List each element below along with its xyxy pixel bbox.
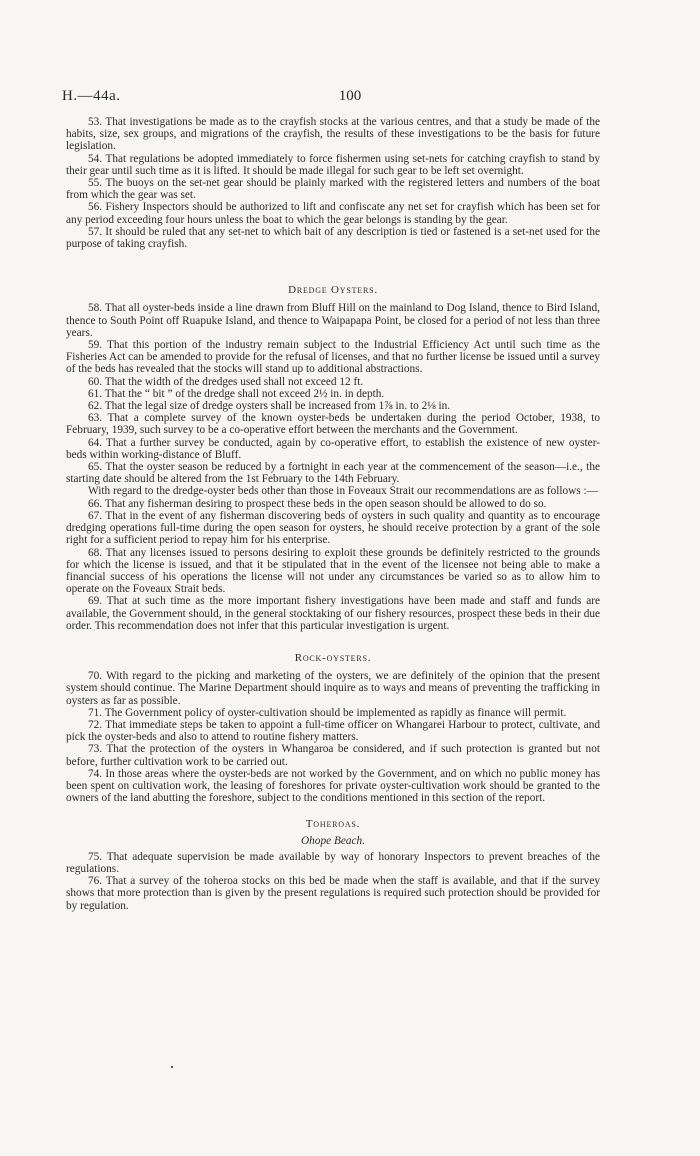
paragraph-53: 53. That investigations be made as to the crayfish stocks at the various centres, and that a study be made of the habits, size, sex groups, and migrations of the crayfish, the results of these investigations to be the basis for future legislation. bbox=[66, 116, 600, 153]
paragraph-56: 56. Fishery Inspectors should be authorized to lift and confiscate any net set for crayfish which has been set for any period exceeding four hours unless the boat to which the gear belongs is standing by the gear. bbox=[66, 201, 600, 226]
paragraph-74: 74. In those areas where the oyster-beds are not worked by the Government, and on which no public money has been spent on cultivation work, the leasing of foreshores for private oyster-cultivation work should be granted to the owners of the land abutting the foreshore, subject to the conditions mentioned in this section of the report. bbox=[66, 767, 600, 805]
page-number: 100 bbox=[338, 88, 362, 104]
paragraph-59: 59. That this portion of the industry remain subject to the Industrial Efficiency Act until such time as the Fisheries Act can be amended to provide for the refusal of licenses, and that no further license be issued until a survey of the beds has revealed that the stocks will stand up to additional abstractions. bbox=[66, 339, 600, 376]
ink-speck bbox=[171, 1066, 173, 1068]
paragraph-67: 67. That in the event of any fisherman discovering beds of oysters in such quality and quantity as to encourage dredging operations full-time during the open season for oysters, he should receive protection by a grant of the sole right for a sufficient period to repay him for his enterprise. bbox=[66, 509, 600, 547]
paragraph-76: 76. That a survey of the toheroa stocks on this bed be made when the staff is available, and that if the survey shows that more protection than is given by the present regulations is required such protection should be provided for by regulation. bbox=[66, 875, 600, 912]
document-body bbox=[66, 116, 600, 912]
paragraph-68: 68. That any licenses issued to persons desiring to exploit these grounds be definitely restricted to the grounds for which the license is issued, and that it be stipulated that in the event of the licensee not being able to make a financial success of his operations the license will not under any circumstances be varied so as to allow him to operate on the Foveaux Strait beds. bbox=[66, 546, 600, 596]
paragraph-57: 57. It should be ruled that any set-net to which bait of any description is tied or fastened is a set-net used for the purpose of taking crayfish. bbox=[66, 225, 600, 251]
section-heading-dredge-oysters: Dredge Oysters. bbox=[288, 284, 378, 297]
paragraph-58: 58. That all oyster-beds inside a line drawn from Bluff Hill on the mainland to Dog Island, thence to Bird Island, thence to South Point off Ruapuke Island, and thence to Waipapapa Point, be closed for a period of not less than three years. bbox=[66, 302, 600, 339]
paragraph-72: 72. That immediate steps be taken to appoint a full-time officer on Whangarei Harbour to protect, cultivate, and pick the oyster-beds and also to attend to routine fishery matters. bbox=[66, 718, 600, 744]
section-heading-rock-oysters: Rock-oysters. bbox=[294, 651, 372, 664]
paragraph-64: 64. That a further survey be conducted, again by co-operative effort, to establish the existence of new oyster-beds within working-distance of Bluff. bbox=[66, 436, 600, 461]
paragraph-60: 60. That the width of the dredges used shall not exceed 12 ft. bbox=[88, 375, 364, 388]
paragraph-71: 71. The Government policy of oyster-cultivation should be implemented as rapidly as finance will permit. bbox=[88, 706, 567, 719]
document-reference: H.—44a. bbox=[62, 88, 121, 104]
section-heading-toheroas: Toheroas. bbox=[305, 818, 361, 831]
paragraph-61: 61. That the “ bit ” of the dredge shall not exceed 2½ in. in depth. bbox=[88, 387, 385, 400]
paragraph-recommendations-intro: With regard to the dredge-oyster beds other than those in Foveaux Strait our recommendations are as follows :— bbox=[88, 485, 598, 498]
paragraph-75: 75. That adequate supervision be made available by way of honorary Inspectors to prevent breaches of the regulations. bbox=[66, 850, 600, 875]
page-header bbox=[0, 88, 700, 108]
paragraph-66: 66. That any fisherman desiring to prospect these beds in the open season should be allowed to do so. bbox=[88, 497, 547, 510]
paragraph-63: 63. That a complete survey of the known oyster-beds be undertaken during the period October, 1938, to February, 1939, such survey to be a co-operative effort between the merchants and the Government. bbox=[66, 412, 600, 437]
paragraph-62: 62. That the legal size of dredge oysters shall be increased from 1⅞ in. to 2⅛ in. bbox=[88, 400, 451, 413]
paragraph-54: 54. That regulations be adopted immediately to force fishermen using set-nets for catching crayfish to stand by their gear until such time as it is lifted. It should be made illegal for such gear to be left set overnight. bbox=[66, 152, 600, 177]
subheading-ohope-beach: Ohope Beach. bbox=[301, 834, 365, 847]
paragraph-55: 55. The buoys on the set-net gear should be plainly marked with the registered letters and numbers of the boat from which the gear was set. bbox=[66, 177, 600, 202]
paragraph-69: 69. That at such time as the more important fishery investigations have been made and staff and funds are available, the Government should, in the general stocktaking of our fishery resources, prospect these beds in their due order. This recommendation does not infer that this particular investigation is urgent. bbox=[66, 595, 600, 632]
paragraph-73: 73. That the protection of the oysters in Whangaroa be considered, and if such protection is granted but not before, further cultivation work to be carried out. bbox=[66, 743, 600, 768]
paragraph-65: 65. That the oyster season be reduced by a fortnight in each year at the commencement of the season—i.e., the starting date should be altered from the 1st February to the 14th February. bbox=[66, 461, 600, 486]
paragraph-70: 70. With regard to the picking and marketing of the oysters, we are definitely of the opinion that the present system should continue. The Marine Department should inquire as to ways and means of preventing the trafficking in oysters as far as possible. bbox=[66, 670, 600, 707]
